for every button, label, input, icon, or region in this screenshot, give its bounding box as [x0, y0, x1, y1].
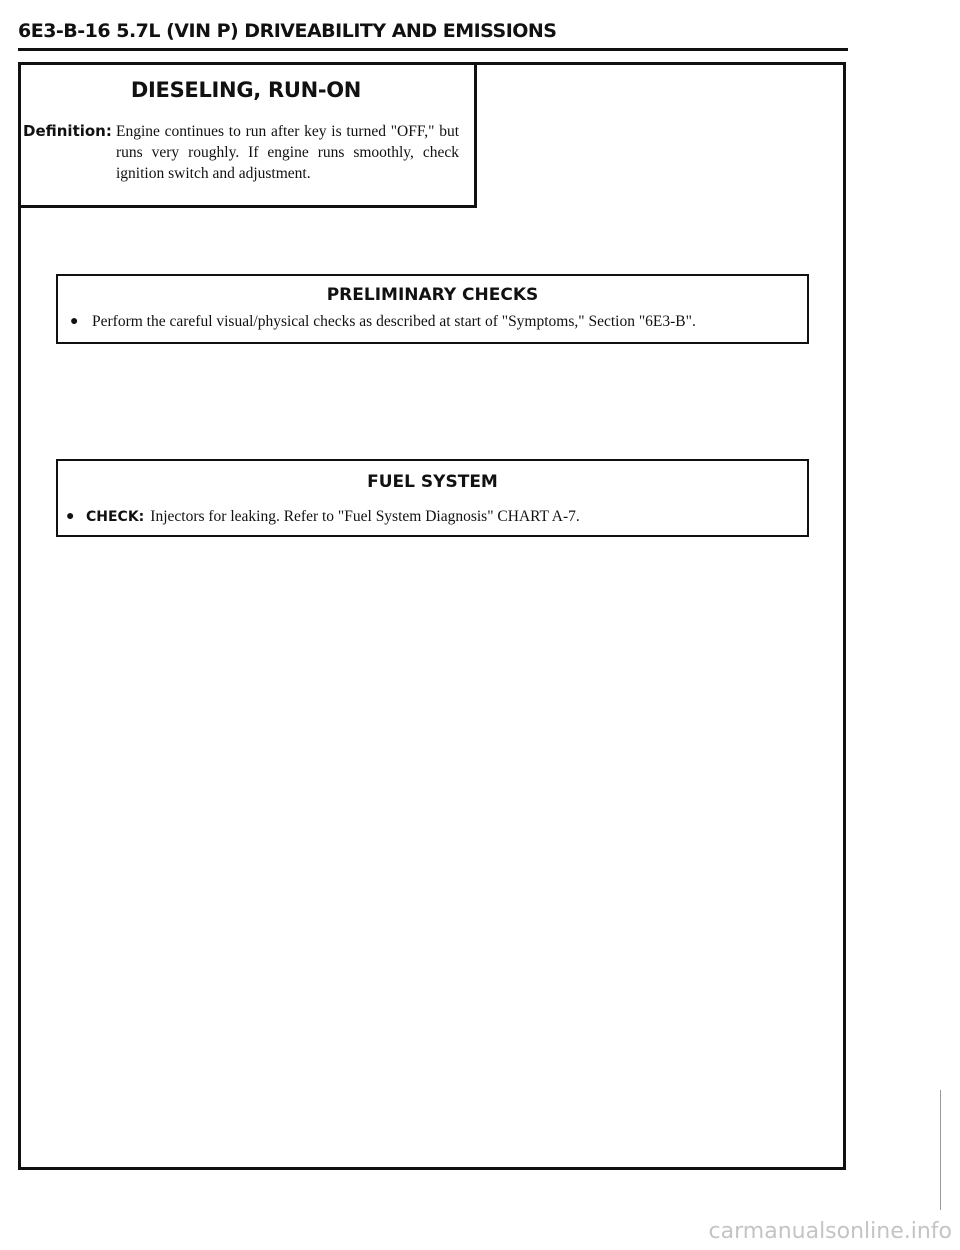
watermark: carmanualsonline.info — [708, 1219, 952, 1244]
definition-box — [18, 62, 477, 208]
definition-label: Definition: — [23, 122, 112, 140]
page-frame — [18, 62, 846, 1170]
preliminary-checks-title: PRELIMINARY CHECKS — [326, 285, 539, 305]
definition-text: Engine continues to run after key is turned "OFF," but runs very roughly. If engine runs smoothly, check ignition switch and adjustment. — [116, 123, 459, 182]
check-label: CHECK: — [86, 509, 145, 525]
fuel-system-box — [56, 459, 809, 537]
fuel-system-text: Injectors for leaking. Refer to "Fuel System Diagnosis" CHART A-7. — [150, 508, 580, 525]
page-header: 6E3-B-16 5.7L (VIN P) DRIVEABILITY AND EMISSIONS — [18, 20, 848, 51]
preliminary-checks-text: Perform the careful visual/physical checks as described at start of "Symptoms," Section "6E3-B". — [92, 313, 696, 330]
scan-edge-line — [940, 1090, 941, 1210]
bullet-icon: ● — [66, 509, 75, 524]
definition-title: DIESELING, RUN-ON — [130, 78, 362, 102]
bullet-icon: ● — [70, 314, 79, 329]
fuel-system-title: FUEL SYSTEM — [367, 472, 498, 492]
preliminary-checks-box — [56, 274, 809, 344]
fuel-system-check — [86, 508, 580, 526]
